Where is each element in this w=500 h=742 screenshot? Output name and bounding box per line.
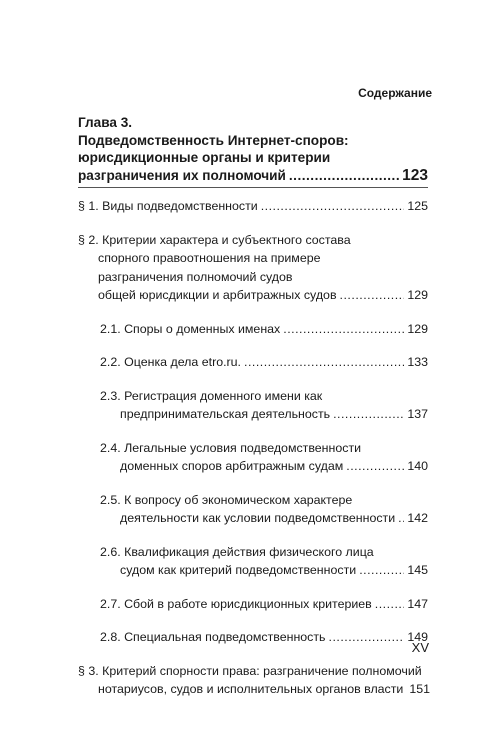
dot-leader [359,561,404,580]
chapter-rule [78,187,428,188]
toc-entry [78,353,428,372]
chapter-line: разграничения их полномочий [78,167,286,183]
page-number: XV [411,640,429,655]
toc-entry [78,628,428,647]
table-of-contents [78,104,431,699]
toc-entry-text: спорного правоотношения на примере [98,251,321,266]
toc-entry-text: разграничения полномочий судов [98,269,293,284]
toc-entry-text: § 1. Виды подведомственности [78,199,258,214]
toc-entry-text: 2.5. К вопросу об экономическом характере [100,492,353,507]
dot-leader [375,595,405,614]
chapter-line: Глава 3. [78,115,133,130]
dot-leader [283,320,404,339]
toc-entry-last-row [100,320,428,339]
dot-leader [346,457,404,476]
toc-entry [78,387,428,424]
toc-entry-last-row [100,561,428,580]
chapter-heading [78,114,428,184]
toc-entry-page: 129 [407,288,428,303]
chapter-line: Подведомственность Интернет-споров: [78,132,349,148]
toc-entry-last-row [100,628,428,647]
chapter-page-number: 123 [402,166,428,184]
toc-entry-text: 2.1. Споры о доменных именах [100,321,281,336]
dot-leader [261,197,405,216]
chapter-line: юрисдикционные органы и критерии [78,150,331,166]
toc-entry-text: 2.4. Легальные условия подведомственности [100,440,362,455]
toc-entry-page: 142 [407,511,428,526]
toc-entry-last-row [78,286,428,305]
toc-entry-last-row [78,197,428,216]
toc-entry [78,595,428,614]
toc-entry-last-row [100,405,428,424]
toc-entry [78,662,431,699]
toc-entry-last-row [78,680,431,699]
toc-entry-text: 2.3. Регистрация доменного имени как [100,388,323,403]
toc-entry-page: 145 [407,563,428,578]
dot-leader [333,405,404,424]
dot-leader [244,353,404,372]
toc-entry-text: нотариусов, судов и исполнительных органов власти [98,682,404,697]
toc-entry-page: 147 [407,596,428,611]
toc-entry-text: судом как критерий подведомственности [120,563,357,578]
toc-entry-page: 129 [407,321,428,336]
toc-entry-page: 140 [407,459,428,474]
toc-entry-text: 2.8. Специальная подведомственность [100,630,326,645]
toc-entry-text: деятельности как условии подведомственности [120,511,396,526]
toc-entry [78,439,428,476]
toc-entry [78,320,428,339]
toc-entry [78,491,428,528]
dot-leader [289,167,399,185]
toc-entry-page: 149 [407,630,428,645]
toc-entry-text: доменных споров арбитражным судам [120,459,344,474]
dot-leader [398,509,404,528]
toc-entry-last-row [100,353,428,372]
toc-entry-text: общей юрисдикции и арбитражных судов [98,288,337,303]
chapter-last-row [78,167,428,185]
toc-entry-last-row [100,457,428,476]
running-head: Содержание [358,86,432,100]
toc-entry-page: 151 [409,682,431,697]
toc-entry-text: 2.2. Оценка дела etro.ru. [100,355,241,370]
toc-entry-text: § 3. Критерий спорности права: разграничение полномочий [78,663,422,678]
toc-entry [78,231,428,305]
toc-entry-text: предпринимательская деятельность [120,407,331,422]
toc-entry-last-row [100,595,428,614]
toc-entry [78,543,428,580]
toc-entry-page: 133 [407,355,428,370]
toc-entry-text: 2.7. Сбой в работе юрисдикционных критериев [100,596,372,611]
toc-entry-text: § 2. Критерии характера и субъектного состава [78,232,351,247]
dot-leader [340,286,405,305]
toc-entry-last-row [100,509,428,528]
toc-entry [78,197,428,216]
toc-entry-page: 125 [407,199,428,214]
toc-entry-page: 137 [407,407,428,422]
toc-entry-text: 2.6. Квалификация действия физического лица [100,544,374,559]
dot-leader [329,628,405,647]
